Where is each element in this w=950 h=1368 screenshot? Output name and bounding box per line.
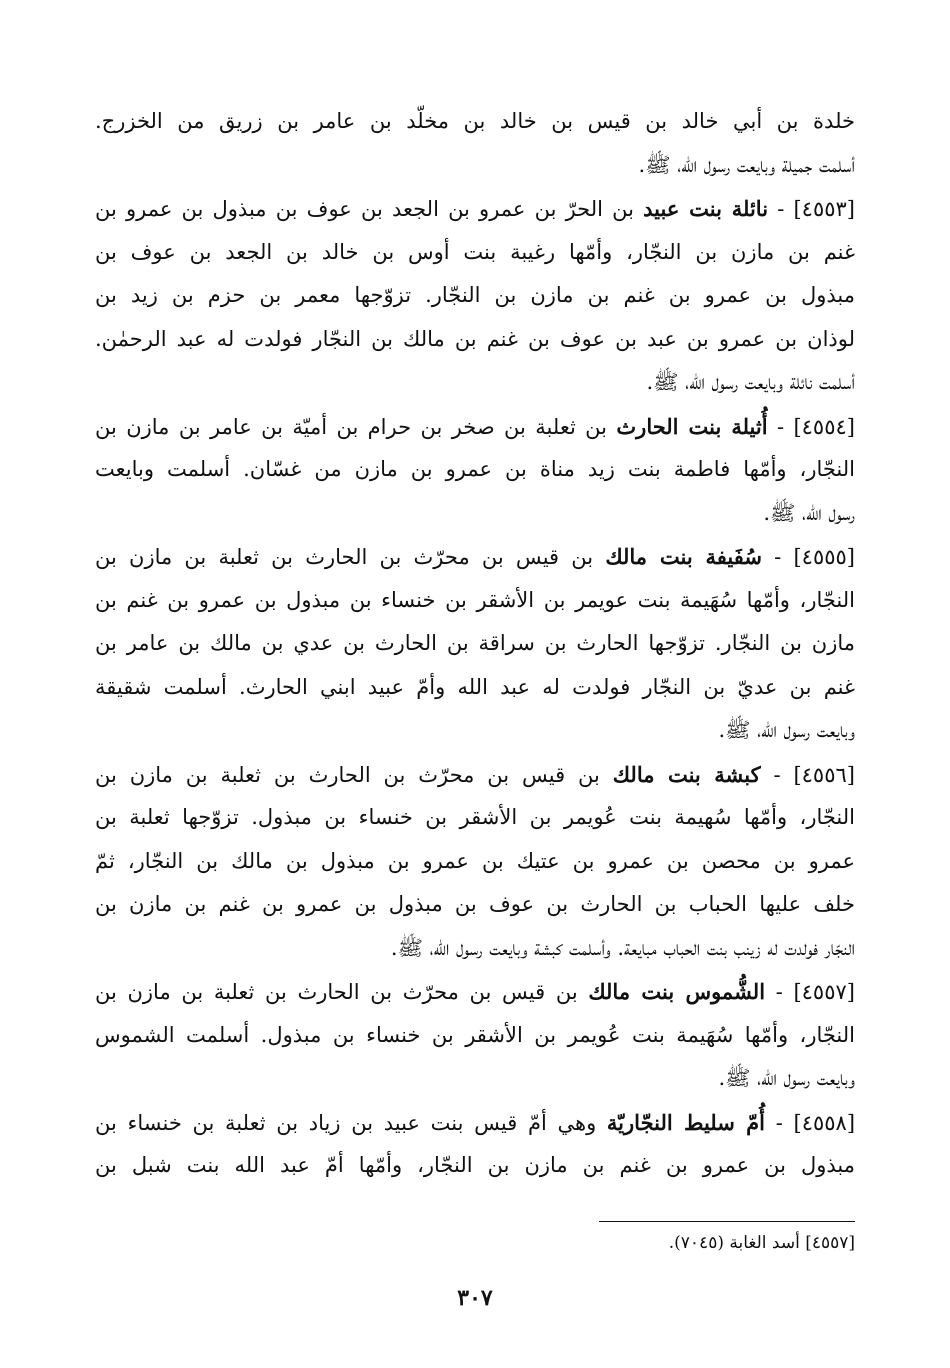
text-line: لوذان بن عمرو بن عبد بن عوف بن غنم بن مالك بن النجّار فولدت له عبد الرحمٰن. <box>95 326 855 351</box>
text-line: خلف عليها الحباب بن الحارث بن عوف بن مبذول بن عمرو بن غنم بن مازن بن <box>95 892 855 916</box>
entry-4558 <box>95 1101 855 1188</box>
text-line: عمرو بن محصن بن عمرو بن عتيك بن عمرو بن مبذول بن مالك بن النجّار، ثمّ <box>95 848 855 873</box>
text-line: النجّار، وأمّها سُهَيمة بنت عويمر بن الأشقر بن خنساء بن مبذول بن عمرو بن غنم بن <box>95 587 855 612</box>
text-line: أسلمت نائلة وبايعت رسول الله، ﷺ. <box>646 370 855 394</box>
text-line: النجّار، وأمّها سُهَيمة بنت عُويمر بن الأشقر بن خنساء بن مبذول. أسلمت الشموس <box>95 1022 855 1047</box>
text-line: مبذول بن عمرو بن غنم بن مازن بن النجّار. تزوّجها معمر بن حزم بن زيد بن <box>95 283 855 307</box>
body-text <box>95 100 855 1188</box>
entry-first-line: [٤٥٥٧] - الشُّموس بنت مالك بن قيس بن محرّث بن الحارث بن ثعلبة بن مازن بن <box>95 979 855 1004</box>
entry-4554 <box>95 405 855 536</box>
text-line: مبذول بن عمرو بن غنم بن مازن بن النجّار، وأمّها أمّ عبد الله بنت شبل بن <box>95 1153 855 1177</box>
entry-first-line: [٤٥٥٥] - سُفَيفة بنت مالك بن قيس بن محرّث بن الحارث بن ثعلبة بن مازن بن <box>95 544 855 569</box>
entry-text: بن قيس بن محرّث بن الحارث بن ثعلبة بن مازن بن <box>95 762 600 787</box>
entry-number: [٤٥٥٣] <box>793 197 855 221</box>
text-line: غنم بن عديّ بن النجّار فولدت له عبد الله وأمّ عبيد ابني الحارث. أسلمت شقيقة <box>95 674 855 699</box>
entry-text: بن ثعلبة بن صخر بن حرام بن أميّة بن عامر بن مازن بن <box>95 414 608 439</box>
entry-number: [٤٥٥٤] <box>793 414 855 439</box>
entry-first-line: [٤٥٥٣] - نائلة بنت عبيد بن الحرّ بن عمرو بن الجعد بن عوف بن مبذول بن عمرو بن <box>95 196 855 221</box>
text-line: رسول الله، ﷺ. <box>763 500 855 525</box>
text-line: النجّار فولدت له زينب بنت الحباب مبايعة. وأسلمت كبشة وبايعت رسول الله، ﷺ. <box>390 935 855 960</box>
text-line: أسلمت جميلة وبايعت رسول الله، ﷺ. <box>638 152 855 177</box>
entry-4553 <box>95 187 855 405</box>
text-line: وبايعت رسول الله، ﷺ. <box>718 1066 855 1090</box>
text-line: النجّار، وأمّها فاطمة بنت زيد مناة بن عمرو بن مازن من غسّان. أسلمت وبايعت <box>95 457 855 481</box>
page-number: ٣٠٧ <box>457 1285 493 1311</box>
text-line: غنم بن مازن بن النجّار، وأمّها رغيبة بنت أوس بن خالد بن الجعد بن عوف بن <box>95 239 855 264</box>
entry-number: [٤٥٥٦] <box>793 762 855 787</box>
entry-name: كبشة بنت مالك <box>612 761 761 787</box>
entry-first-line: [٤٥٥٨] - أُمّ سليط النجّاريّة وهي أمّ قيس بنت عبيد بن زياد بن ثعلبة بن خنساء بن <box>95 1109 855 1135</box>
entry-text: وهي أمّ قيس بنت عبيد بن زياد بن ثعلبة بن خنساء بن <box>95 1110 597 1135</box>
entry-name: نائلة بنت عبيد <box>643 196 769 221</box>
footnote-divider <box>599 1221 855 1222</box>
entry-4556 <box>95 753 855 971</box>
entry-text: بن قيس بن محرّث بن الحارث بن ثعلبة بن مازن بن <box>95 545 594 569</box>
text-line: وبايعت رسول الله، ﷺ. <box>718 718 855 742</box>
entry-first-line: [٤٥٥٤] - أُثيلة بنت الحارث بن ثعلبة بن صخر بن حرام بن أميّة بن عامر بن مازن بن <box>95 413 855 439</box>
entry-name: أُمّ سليط النجّاريّة <box>606 1109 765 1135</box>
entry-name: سُفَيفة بنت مالك <box>605 544 762 569</box>
entry-number: [٤٥٥٥] <box>793 545 855 569</box>
text-line: مازن بن النجّار. تزوّجها الحارث بن سراقة بن الحارث بن عدي بن مالك بن عامر بن <box>95 631 855 655</box>
entry-4557 <box>95 970 855 1101</box>
entry-number: [٤٥٥٧] <box>793 980 855 1004</box>
entry-number: [٤٥٥٨] <box>793 1110 855 1135</box>
entry-name: الشُّموس بنت مالك <box>588 979 766 1004</box>
text-line: النجّار، وأمّها سُهيمة بنت عُويمر بن الأشقر بن خنساء بن مبذول. تزوّجها ثعلبة بن <box>95 805 855 829</box>
text-line: خلدة بن أبي خالد بن قيس بن خالد بن مخلّد بن عامر بن زريق من الخزرج. <box>95 109 855 133</box>
entry-text: بن قيس بن محرّث بن الحارث بن ثعلبة بن مازن بن <box>95 980 578 1004</box>
entry-text: بن الحرّ بن عمرو بن الجعد بن عوف بن مبذول بن عمرو بن <box>95 197 634 221</box>
entry-first-line: [٤٥٥٦] - كبشة بنت مالك بن قيس بن محرّث بن الحارث بن ثعلبة بن مازن بن <box>95 761 855 787</box>
entry-4555 <box>95 535 855 753</box>
entry-name: أُثيلة بنت الحارث <box>616 413 768 439</box>
footnote: [٤٥٥٧] أسد الغابة (٧٠٤٥). <box>668 1233 855 1253</box>
